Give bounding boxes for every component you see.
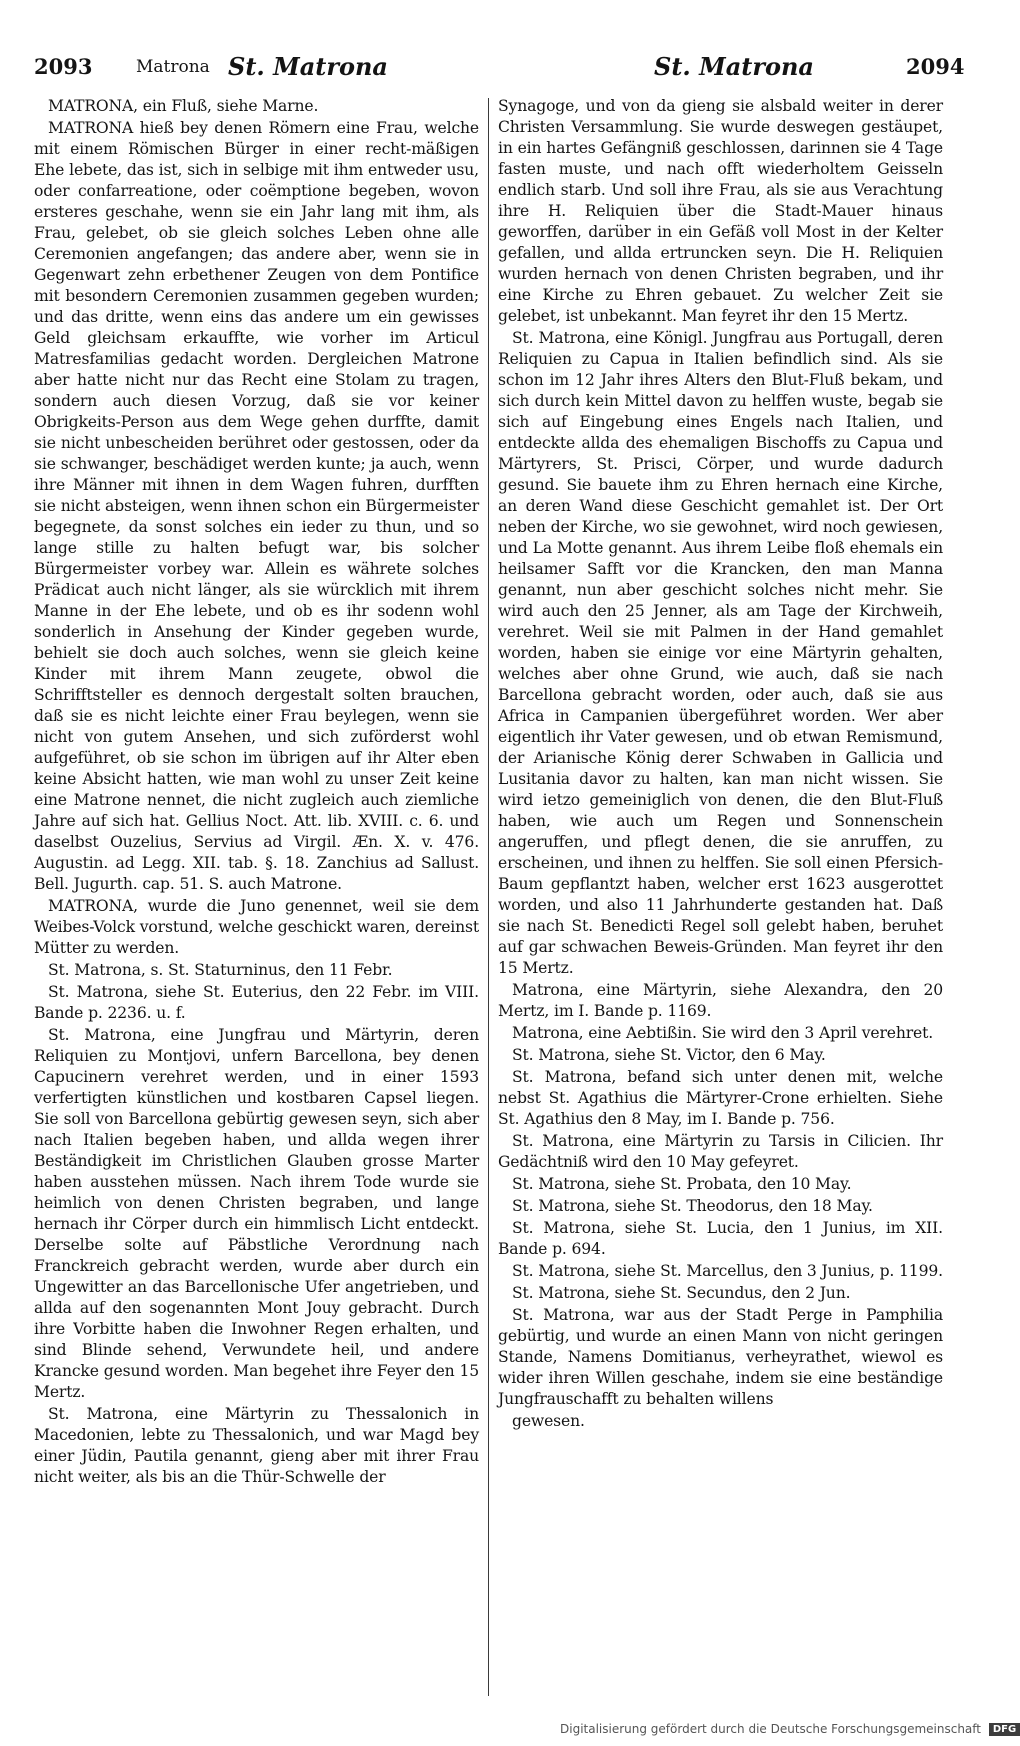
left-text-column xyxy=(34,96,479,1708)
left-entry-7: St. Matrona, eine Märtyrin zu Thessalonich in Macedonien, lebte zu Thessalonich, und war Magd bey einer Jüdin, Pautila genannt, gieng aber mit ihrer Frau nicht weiter, als bis an die Thür-Schwelle der xyxy=(34,1405,479,1486)
right-entry-12: St. Matrona, siehe St. Secundus, den 2 Jun. xyxy=(512,1284,851,1302)
right-page-title: St. Matrona xyxy=(654,52,814,81)
right-entry-7: St. Matrona, eine Märtyrin zu Tarsis in Cilicien. Ihr Gedächtniß wird den 10 May gefeyret. xyxy=(498,1132,943,1171)
right-entry-13: St. Matrona, war aus der Stadt Perge in Pamphilia gebürtig, und wurde an einen Mann von nicht geringen Stande, Namens Domitianus, verheyrathet, wiewol es wider ihren Willen geschahe, indem sie eine beständige Jungfrauschafft zu behalten willens xyxy=(498,1306,943,1408)
left-entry-5: St. Matrona, siehe St. Euterius, den 22 Febr. im VIII. Bande p. 2236. u. f. xyxy=(34,983,479,1022)
right-entry-8: St. Matrona, siehe St. Probata, den 10 May. xyxy=(512,1175,852,1193)
right-entry-10: St. Matrona, siehe St. Lucia, den 1 Junius, im XII. Bande p. 694. xyxy=(498,1219,943,1258)
right-entry-9: St. Matrona, siehe St. Theodorus, den 18 May. xyxy=(512,1197,873,1215)
right-entry-5: St. Matrona, siehe St. Victor, den 6 May. xyxy=(512,1046,826,1064)
right-entry-2: St. Matrona, eine Königl. Jungfrau aus Portugall, deren Reliquien zu Capua in Italien befindlich sind. Als sie schon im 12 Jahr ihres Alters den Blut-Fluß bekam, und sich durch kein Mittel davon zu helffen wuste, begab sie sich auf Eingebung eines Engels nach Italien, und entdeckte allda des ehemaligen Bischoffs zu Capua und Märtyrers, St. Prisci, Cörper, und wurde dadurch gesund. Sie bauete ihm zu Ehren hernach eine Kirche, an deren Wand diese Geschicht gemahlet ist. Der Ort neben der Kirche, wo sie gewohnet, wird noch gewiesen, und La Motte genannt. Aus ihrem Leibe floß ehemals ein heilsamer Safft vor die Krancken, den man Manna genannt, nun aber geschicht solches nicht mehr. Sie wird auch den 25 Jenner, als am Tage der Kirchweih, verehret. Weil sie mit Palmen in der Hand gemahlet worden, haben sie einige vor eine Märtyrin gehalten, welches aber ohne Grund, wie auch, daß sie nach Barcellona gebracht worden, oder auch, daß sie aus Africa in Campanien übergeführet worden. Wer aber eigentlich ihr Vater gewesen, und ob etwan Remismund, der Arianische König derer Schwaben in Gallicia und Lusitania davor zu halten, kan man nicht wissen. Sie wird ietzo gemeiniglich von denen, die den Blut-Fluß haben, wie auch um Regen und Sonnenschein angeruffen, und pflegt denen, die sie anruffen, zu erscheinen, und ihnen zu helffen. Sie soll einen Pfersich-Baum gepflantzt haben, welcher erst 1623 ausgerottet worden, und also 11 Jahrhunderte gestanden hat. Daß sie nach St. Benedicti Regel soll gelebt haben, beruhet auf gar schwachen Beweis-Gründen. Man feyret ihr den 15 Mertz. xyxy=(498,329,943,977)
column-divider xyxy=(488,98,489,1696)
right-entry-6: St. Matrona, befand sich unter denen mit, welche nebst St. Agathius die Märtyrer-Crone erhielten. Siehe St. Agathius den 8 May, im I. Bande p. 756. xyxy=(498,1068,943,1128)
left-page-title: St. Matrona xyxy=(228,52,388,81)
left-entry-6: St. Matrona, eine Jungfrau und Märtyrin, deren Reliquien zu Montjovi, unfern Barcellona, bey denen Capucinern verehret werden, und in einer 1593 verfertigten künstlichen und kostbaren Capsel liegen. Sie soll von Barcellona gebürtig gewesen seyn, sich aber nach Italien begeben haben, und allda wegen ihrer Beständigkeit im Christlichen Glauben grosse Marter haben ausstehen müssen. Nach ihrem Tode wurde sie heimlich von denen Christen begraben, und lange hernach ihr Cörper durch ein himmlisch Licht entdeckt. Derselbe solte auf Päbstliche Verordnung nach Franckreich gebracht werden, wurde aber durch ein Ungewitter an das Barcellonische Ufer angetrieben, und allda auf den sogenannten Mont Jouy gebracht. Durch ihre Vorbitte haben die Inwohner Regen erhalten, und sind Blinde sehend, Verwundete heil, und andere Krancke gesund worden. Man begehet ihre Feyer den 15 Mertz. xyxy=(34,1026,479,1401)
left-entry-1: MATRONA, ein Fluß, siehe Marne. xyxy=(48,97,319,115)
right-page-number: 2094 xyxy=(906,54,965,79)
left-entry-2: MATRONA hieß bey denen Römern eine Frau, welche mit einem Römischen Bürger in einer recht-mäßigen Ehe lebete, das ist, sich in selbige mit ihm entweder usu, oder confarreatione, oder coëmptione begeben, wovon ersteres geschahe, wenn sie ein Jahr lang mit ihm, als Frau, gelebet, ob sie gleich solches Leben ohne alle Ceremonien angefangen; das andere aber, wenn sie in Gegenwart zehn erbethener Zeugen von dem Pontifice mit besondern Ceremonien zusammen gegeben wurden; und das dritte, wenn eins das andere um ein gewisses Geld gleichsam erkauffte, wie vorher im Articul Matresfamilias gedacht worden. Dergleichen Matrone aber hatte nicht nur das Recht eine Stolam zu tragen, sondern auch diesen Vorzug, daß sie vor keiner Obrigkeits-Person aus dem Wege gehen durffte, damit sie nicht unbescheiden berühret oder gestossen, oder da sie schwanger, beschädiget werden kunte; ja auch, wenn ihre Männer mit ihnen in dem Wagen fuhren, durfften sie nicht absteigen, wenn ihnen schon ein Bürgermeister begegnete, da sonst solches ein ieder zu thun, und so lange stille zu halten befugt war, bis solcher Bürgermeister vorbey war. Allein es währete solches Prädicat auch nicht länger, als sie würcklich mit ihrem Manne in der Ehe lebete, und ob es ihr sodenn wohl sonderlich in Ansehung der Kinder gegeben wurde, behielt sie doch auch solches, wenn sie gleich keine Kinder mit ihrem Mann zeugete, obwol die Schrifftsteller es dennoch dergestalt solten brauchen, daß sie es nicht leichte einer Frau beylegen, wenn sie nicht von gutem Ansehen, und sich zuförderst wohl aufgeführet, ob sie schon im übrigen auf ihr Alter eben keine Absicht hatten, wie man wohl zu unser Zeit keine eine Matrone nennet, die nicht zugleich auch ziemliche Jahre auf sich hat. Gellius Noct. Att. lib. XVIII. c. 6. und daselbst Ouzelius, Servius ad Virgil. Æn. X. v. 476. Augustin. ad Legg. XII. tab. §. 18. Zanchius ad Sallust. Bell. Jugurth. cap. 51. S. auch Matrone. xyxy=(34,119,479,893)
right-entry-4: Matrona, eine Aebtißin. Sie wird den 3 April verehret. xyxy=(512,1024,934,1042)
right-text-column xyxy=(498,96,943,1708)
page-header xyxy=(0,54,1000,94)
dfg-logo: DFG xyxy=(989,1723,1020,1736)
right-entry-3: Matrona, eine Märtyrin, siehe Alexandra, den 20 Mertz, im I. Bande p. 1169. xyxy=(498,981,943,1020)
right-entry-1: Synagoge, und von da gieng sie alsbald weiter in derer Christen Versammlung. Sie wurde deswegen gestäupet, in ein hartes Gefängniß geschlossen, darinnen sie 4 Tage fasten muste, und nach offt wiederholtem Geisseln endlich starb. Und soll ihre Frau, als sie aus Verachtung ihre H. Reliquien über die Stadt-Mauer hinaus geworffen, darüber in ein Gefäß voll Most in der Kelter gefallen, und allda ertruncken seyn. Die H. Reliquien wurden hernach von denen Christen begraben, und ihr eine Kirche zu Ehren gebauet. Zu welcher Zeit sie gelebet, ist unbekannt. Man feyret ihr den 15 Mertz. xyxy=(498,97,943,325)
right-entry-14: gewesen. xyxy=(512,1412,585,1430)
left-entry-3: MATRONA, wurde die Juno genennet, weil sie dem Weibes-Volck vorstund, welche geschickt waren, dereinst Mütter zu werden. xyxy=(34,897,479,957)
left-running-head: Matrona xyxy=(136,57,210,77)
left-entry-4: St. Matrona, s. St. Staturninus, den 11 Febr. xyxy=(48,961,393,979)
funding-note: Digitalisierung gefördert durch die Deutsche Forschungsgemeinschaft xyxy=(560,1722,982,1736)
digitization-footer xyxy=(560,1722,1017,1742)
left-page-number: 2093 xyxy=(34,54,93,79)
right-entry-11: St. Matrona, siehe St. Marcellus, den 3 Junius, p. 1199. xyxy=(512,1262,943,1280)
